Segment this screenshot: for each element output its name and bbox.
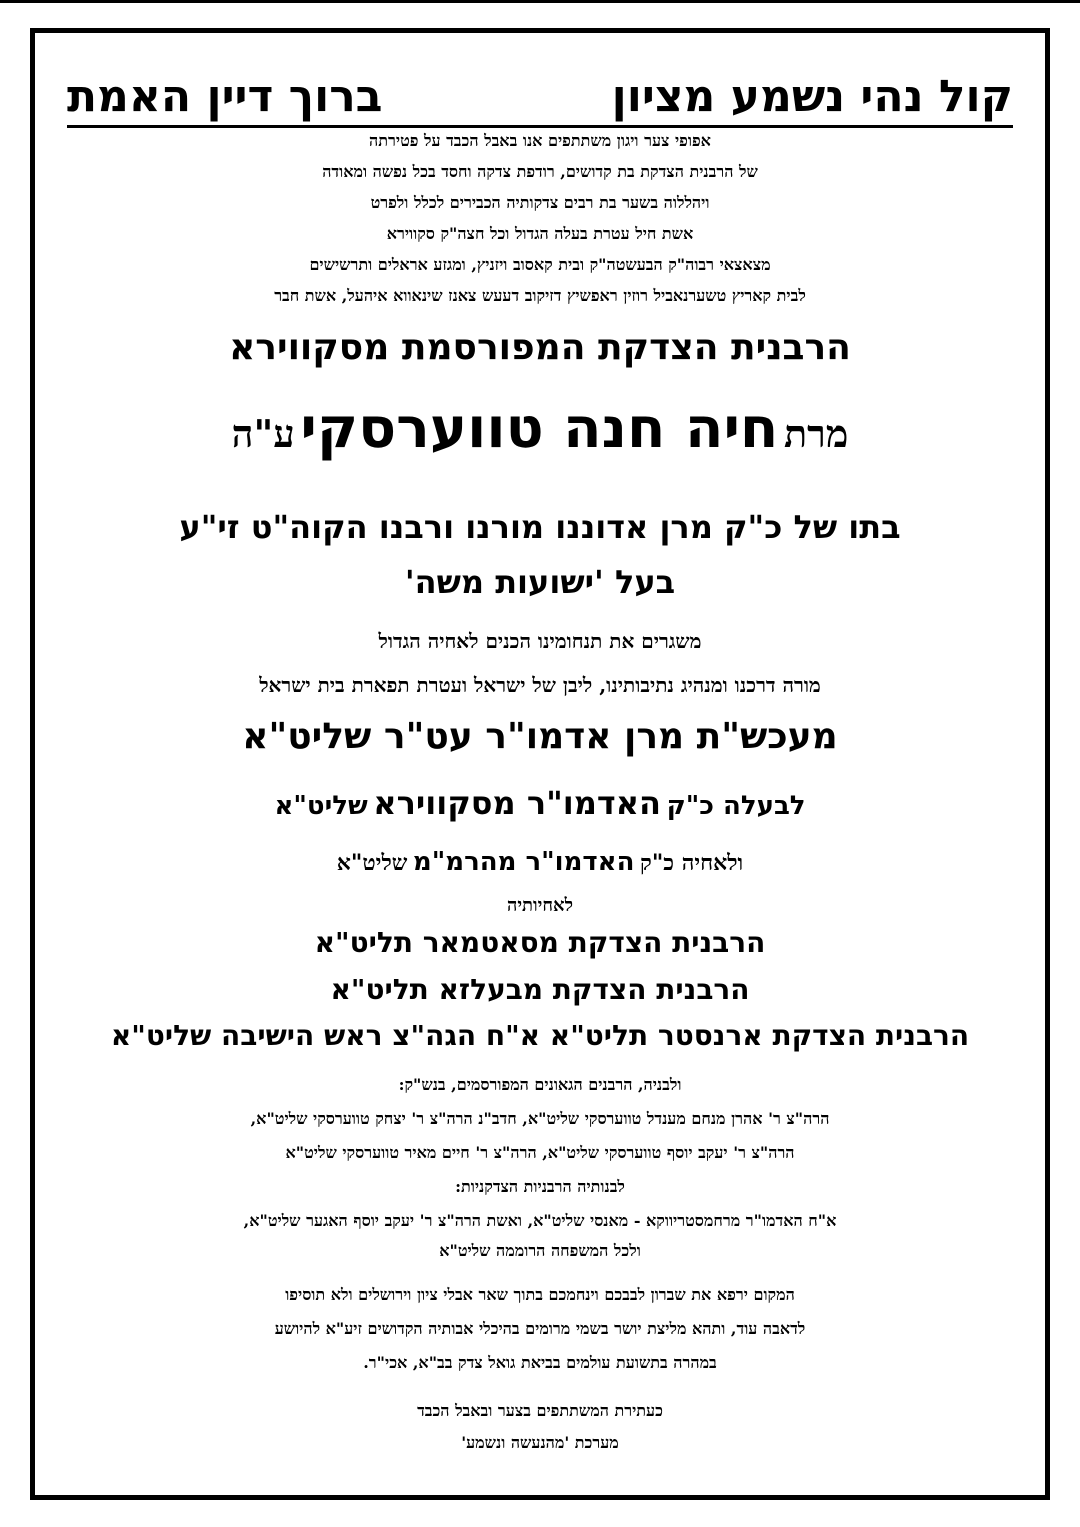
deceased-name: חיה חנה טווערסקי: [300, 396, 779, 461]
intro-line-6: לבית קאריץ טשערנאביל רוזין ראפשיץ דזיקוב דעעש צאנז שינאווא איהעל, אשת חבר: [274, 286, 806, 305]
daughter-of-line: בתו של כ"ק מרן אדוננו מורנו ורבנו הקוה"ט זי"ע: [179, 508, 901, 546]
sons-label: ולבניה, הרבנים הגאונים המפורסמים, בנש"ק:: [398, 1075, 682, 1094]
intro-line-4: אשת חיל עטרת בעלה הגדול וכל חצה"ק סקווירא: [386, 224, 694, 243]
intro-line-5: מצאצאי רבוה"ק הבעשטה"ק ובית קאסוב ויזניץ, ומגזע אראלים ותרשישים: [309, 255, 771, 274]
husband-title: האדמו"ר מסקווירא: [373, 784, 661, 822]
brother-line: [65, 849, 1015, 875]
sister-line-1: הרבנית הצדקת מסאטמאר תליט"א: [314, 926, 766, 959]
husband-line: [65, 784, 1015, 822]
notice-header: [67, 55, 1013, 128]
brother-title: האדמו"ר מהרמ"מ: [412, 847, 635, 877]
brother-suffix: שליט"א: [336, 850, 408, 876]
footer-line-2: מערכת 'מהנעשה ונשמע': [461, 1433, 619, 1452]
blessing-line-2: לדאבה עוד, ותהא מליצת יושר בשמי מרומים בהיכלי אבותיה הקדושים זיע"א להיושע: [274, 1319, 806, 1338]
intro-line-2: של הרבנית הצדקת בת קדושים, רודפת צדקה וחסד בכל נפשה ומאודה: [322, 162, 758, 181]
son-line-2: הרה"צ ר' יעקב יוסף טווערסקי שליט"א, הרה"צ ר' חיים מאיר טווערסקי שליט"א: [285, 1143, 795, 1162]
intro-line-1: אפופי צער ויגון משתתפים אנו באבל הכבד על פטירתה: [369, 131, 711, 150]
blessing-line-1: המקום ירפא את שברון לבבכם וינחמכם בתוך שאר אבלי ציון וירושלים ולא תוסיפו: [285, 1285, 795, 1304]
footer-line-1: כעתירת המשתתפים בצער ובאבל הכבד: [417, 1401, 663, 1420]
brother-prefix: ולאחיה כ"ק: [640, 850, 744, 876]
admor-line: מעכש"ת מרן אדמו"ר עט"ר שליט"א: [242, 716, 838, 757]
name-prefix: מרת: [783, 411, 849, 456]
top-rule: [0, 0, 1080, 3]
blessing-line-3: במהרה בתשועת עולמים בביאת גואל צדק בב"א, אכי"ר.: [363, 1353, 717, 1372]
sister-line-3: הרבנית הצדקת ארנסטר תליט"א א"ח הגה"צ ראש הישיבה שליט"א: [110, 1019, 970, 1052]
condolence-to-line: משגרים את תנחומינו הכנים לאחיה הגדול: [378, 629, 702, 653]
daughter-line-1: א"ח האדמו"ר מרחמסטריווקא - מאנסי שליט"א, ואשת הרה"צ ר' יעקב יוסף האגער שליט"א,: [243, 1211, 837, 1230]
daughters-label: לבנותיה הרבניות הצדקניות:: [455, 1177, 625, 1196]
son-line-1: הרה"צ ר' אהרן מנחם מענדל טווערסקי שליט"א, חדב"נ הרה"צ ר' יצחק טווערסקי שליט"א,: [250, 1109, 830, 1128]
baal-line: בעל 'ישועות משה': [404, 563, 676, 601]
husband-suffix: שליט"א: [274, 791, 368, 821]
sister-line-2: הרבנית הצדקת מבעלזא תליט"א: [330, 973, 750, 1006]
deceased-name-line: [65, 396, 1015, 461]
daughter-line-2: ולכל המשפחה הרוממה שליט"א: [439, 1241, 641, 1260]
husband-prefix: לבעלה כ"ק: [666, 791, 806, 821]
sisters-label: לאחיותיה: [506, 895, 573, 916]
intro-line-3: ויהללוה בשער בת רבים צדקותיה הכבירים לכלל ולפרט: [370, 193, 710, 212]
header-left-text: ברוך דיין האמת: [67, 71, 383, 122]
moreh-line: מורה דרכנו ומנהיג נתיבותינו, ליבן של ישראל ועטרת תפארת בית ישראל: [259, 673, 821, 697]
notice-frame: [30, 28, 1050, 1500]
header-right-text: קול נהי נשמע מציון: [611, 71, 1013, 122]
name-suffix: ע"ה: [231, 411, 295, 456]
title-line: הרבנית הצדקת המפורסמת מסקווירא: [229, 327, 851, 368]
